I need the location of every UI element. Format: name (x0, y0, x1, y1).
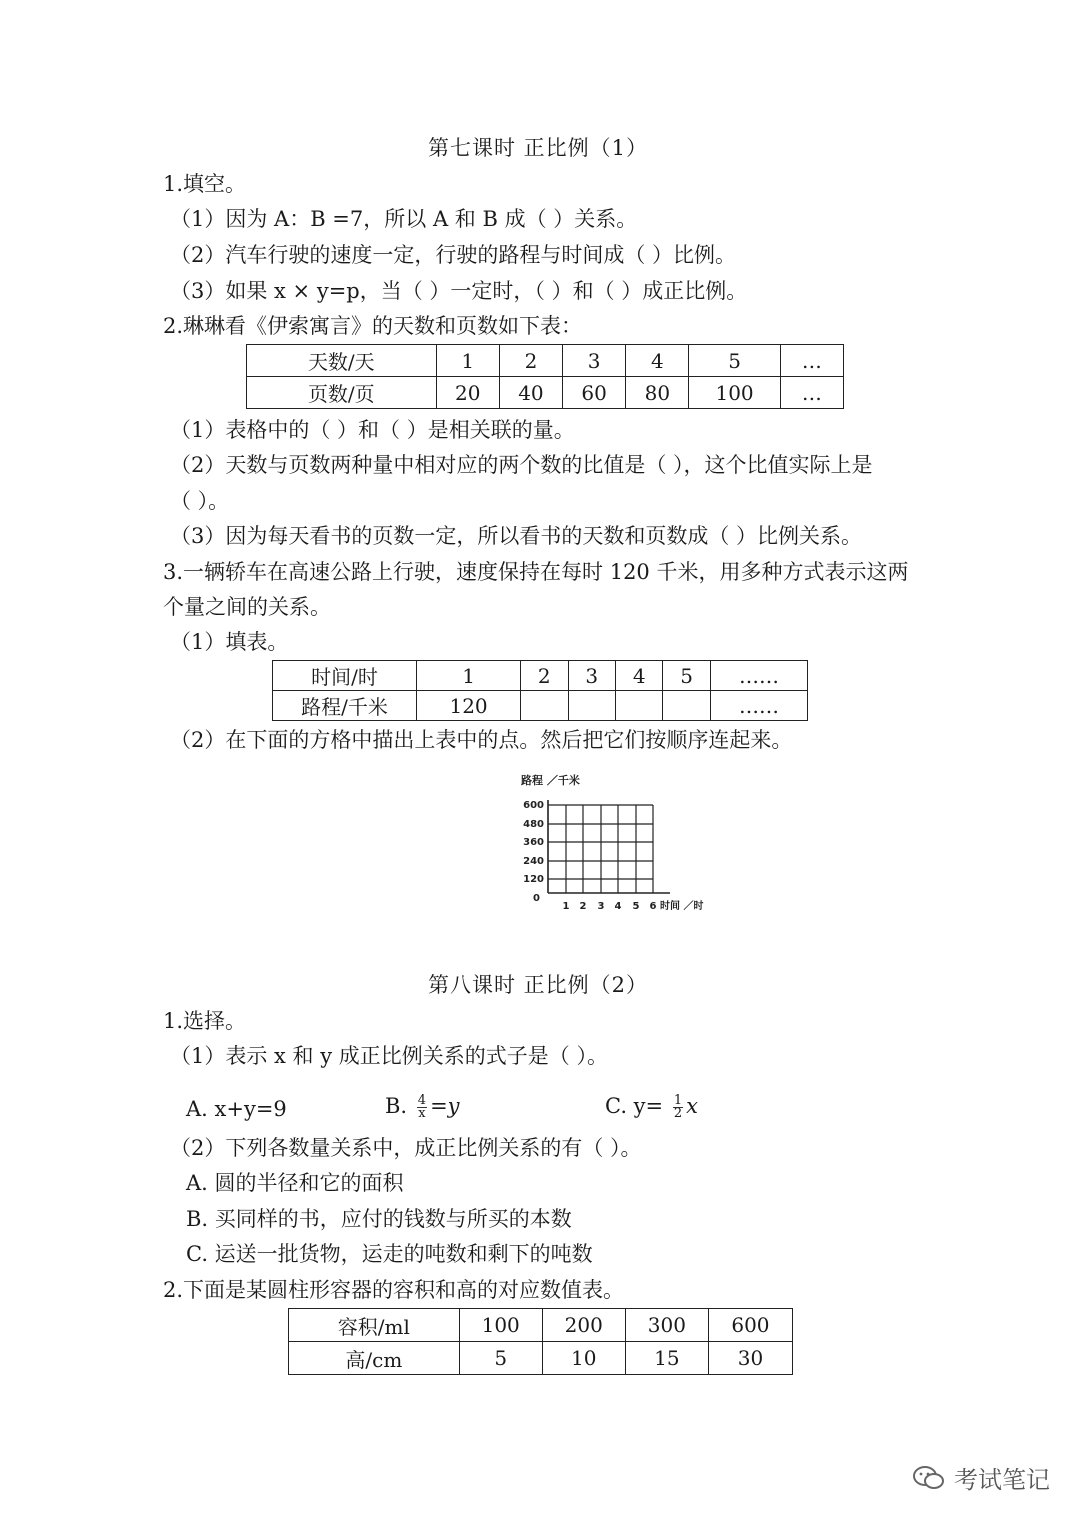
table-cell (568, 691, 615, 721)
x-tick-label: 1 (562, 901, 570, 912)
table-cell: 600 (708, 1309, 792, 1342)
chart-xlabel: 时间 ／时 (660, 901, 704, 912)
table-cell: 10 (542, 1342, 625, 1375)
table-row (273, 661, 808, 691)
table-cell: 时间/时 (273, 661, 417, 691)
option-c-rest: x (686, 1094, 698, 1118)
fraction (673, 1095, 683, 1120)
origin-label: 0 (533, 893, 540, 904)
choice-b: B. 买同样的书，应付的钱数与所买的本数 (186, 1207, 572, 1231)
table-cell: 30 (708, 1342, 792, 1375)
fraction-denominator: 2 (673, 1106, 683, 1121)
x-tick-label: 6 (649, 901, 657, 912)
wechat-icon (912, 1464, 946, 1492)
y-tick-label: 600 (523, 800, 544, 811)
table-cell: 300 (625, 1309, 708, 1342)
fraction (417, 1095, 427, 1120)
table-cell: 4 (615, 661, 662, 691)
table-cell: 200 (542, 1309, 625, 1342)
table-cell: 100 (459, 1309, 542, 1342)
table-cell: 路程/千米 (273, 691, 417, 721)
table-cell: … (780, 345, 843, 377)
y-tick-label: 360 (523, 837, 544, 848)
table-row (273, 691, 808, 721)
q1-item-3: （3）如果 x × y=p，当（ ）一定时，（ ）和（ ）成正比例。 (170, 279, 748, 303)
q1-heading: 1.填空。 (163, 172, 247, 196)
x-tick-label: 2 (579, 901, 587, 912)
option-c (605, 1084, 698, 1128)
table-cell: 3 (563, 345, 626, 377)
option-b-rest: =y (430, 1094, 460, 1118)
table-cell: 80 (626, 377, 689, 409)
table-cell: 1 (417, 661, 521, 691)
table-cell: 2 (521, 661, 568, 691)
q3-sub2: （2）在下面的方格中描出上表中的点。然后把它们按顺序连起来。 (170, 728, 793, 752)
table-cell: 60 (563, 377, 626, 409)
y-tick-label: 480 (523, 819, 544, 830)
table-cell: 5 (663, 661, 710, 691)
table-cell: 4 (626, 345, 689, 377)
q3-heading-line1: 3.一辆轿车在高速公路上行驶，速度保持在每时 120 千米，用多种方式表示这两 (163, 560, 909, 584)
q3-heading-line2: 个量之间的关系。 (163, 595, 331, 619)
l8-q2-heading: 2.下面是某圆柱形容器的容积和高的对应数值表。 (163, 1278, 625, 1302)
choice-a: A. 圆的半径和它的面积 (186, 1171, 404, 1195)
x-tick-label: 5 (632, 901, 640, 912)
volume-table (288, 1308, 793, 1375)
table-row (289, 1309, 793, 1342)
watermark-text: 考试笔记 (954, 1466, 1050, 1494)
table-cell: 20 (436, 377, 499, 409)
table-cell: 1 (436, 345, 499, 377)
x-tick-label: 3 (597, 901, 605, 912)
table-cell: 3 (568, 661, 615, 691)
y-tick-label: 120 (523, 874, 544, 885)
q1-item-1: （1）因为 A：B =7，所以 A 和 B 成（ ）关系。 (170, 207, 638, 231)
l8-q1-sub2: （2）下列各数量关系中，成正比例关系的有（ ）。 (170, 1136, 642, 1160)
q2-heading: 2.琳琳看《伊索寓言》的天数和页数如下表： (163, 314, 583, 338)
table-cell (663, 691, 710, 721)
y-tick-label: 240 (523, 856, 544, 867)
table-cell: 40 (499, 377, 562, 409)
table-cell: 页数/页 (247, 377, 437, 409)
option-b (385, 1084, 460, 1128)
table-cell: 15 (625, 1342, 708, 1375)
q2-item-2: （2）天数与页数两种量中相对应的两个数的比值是（ ），这个比值实际上是 (170, 453, 873, 477)
table-cell: … (780, 377, 843, 409)
table-row (247, 345, 844, 377)
option-a: A. x+y=9 (186, 1097, 287, 1121)
table-cell: 100 (689, 377, 780, 409)
q1-item-2: （2）汽车行驶的速度一定，行驶的路程与时间成（ ）比例。 (170, 243, 737, 267)
table-cell: 天数/天 (247, 345, 437, 377)
l8-q1-heading: 1.选择。 (163, 1009, 247, 1033)
table-cell: 5 (689, 345, 780, 377)
table-cell (521, 691, 568, 721)
x-tick-label: 4 (614, 901, 622, 912)
reading-table (246, 344, 844, 409)
q3-sub1: （1）填表。 (170, 630, 289, 654)
option-b-label: B. (385, 1094, 408, 1118)
fraction-numerator: 1 (673, 1093, 683, 1108)
table-cell: 高/cm (289, 1342, 460, 1375)
q2-item-1: （1）表格中的（ ）和（ ）是相关联的量。 (170, 418, 575, 442)
fraction-numerator: 4 (417, 1093, 427, 1108)
q2-item-3: （3）因为每天看书的页数一定，所以看书的天数和页数成（ ）比例关系。 (170, 524, 863, 548)
l8-q1-sub1: （1）表示 x 和 y 成正比例关系的式子是（ ）。 (170, 1044, 608, 1068)
table-cell: 5 (459, 1342, 542, 1375)
choice-c: C. 运送一批货物，运走的吨数和剩下的吨数 (186, 1242, 593, 1266)
blank-plot-grid (515, 770, 720, 915)
grid-lines (548, 805, 653, 893)
watermark (912, 1460, 1050, 1495)
table-row (289, 1342, 793, 1375)
table-cell: …… (710, 661, 807, 691)
table-cell: 2 (499, 345, 562, 377)
table-cell: 120 (417, 691, 521, 721)
lesson7-title: 第七课时 正比例（1） (428, 136, 649, 160)
option-c-label: C. y= (605, 1094, 664, 1118)
lesson8-title: 第八课时 正比例（2） (428, 973, 649, 997)
distance-table (272, 660, 808, 721)
fraction-denominator: x (418, 1106, 426, 1121)
chart-ylabel: 路程 ／千米 (521, 774, 580, 787)
table-cell: …… (710, 691, 807, 721)
table-row (247, 377, 844, 409)
q2-item-2-cont: （ ）。 (170, 489, 230, 513)
table-cell: 容积/ml (289, 1309, 460, 1342)
table-cell (615, 691, 662, 721)
